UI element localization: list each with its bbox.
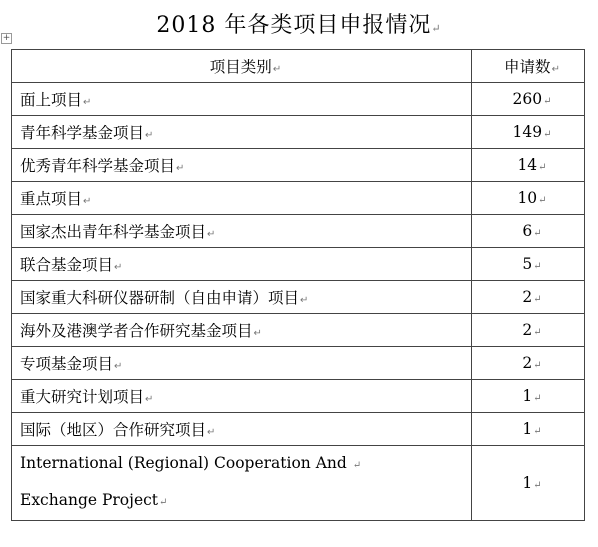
row-count: 2↵ xyxy=(472,281,585,314)
row-category: 青年科学基金项目↵ xyxy=(12,116,472,149)
row-category: 国家重大科研仪器研制（自由申请）项目↵ xyxy=(12,281,472,314)
header-count: 申请数↵ xyxy=(472,50,585,83)
row-count: 1↵ xyxy=(472,380,585,413)
row-count: 6↵ xyxy=(472,215,585,248)
row-count: 2↵ xyxy=(472,314,585,347)
table-row-last xyxy=(12,446,585,521)
table-row xyxy=(12,182,585,215)
table-row xyxy=(12,149,585,182)
paragraph-mark: ↵ xyxy=(431,22,442,35)
row-count: 260↵ xyxy=(472,83,585,116)
row-count: 1↵ xyxy=(472,413,585,446)
table-row xyxy=(12,116,585,149)
table-row xyxy=(12,281,585,314)
row-count: 10↵ xyxy=(472,182,585,215)
title-text: 2018 年各类项目申报情况 xyxy=(156,13,432,38)
table-move-handle-icon[interactable]: + xyxy=(2,33,11,43)
row-category: 海外及港澳学者合作研究基金项目↵ xyxy=(12,314,472,347)
table-row xyxy=(12,314,585,347)
table-row xyxy=(12,413,585,446)
row-category: 优秀青年科学基金项目↵ xyxy=(12,149,472,182)
row-category: 国家杰出青年科学基金项目↵ xyxy=(12,215,472,248)
row-count: 149↵ xyxy=(472,116,585,149)
table-header-row xyxy=(12,50,585,83)
table-row xyxy=(12,347,585,380)
table-row xyxy=(12,380,585,413)
table-row xyxy=(12,248,585,281)
row-count: 14↵ xyxy=(472,149,585,182)
header-category: 项目类别↵ xyxy=(12,50,472,83)
row-category: 重点项目↵ xyxy=(12,182,472,215)
row-category: 重大研究计划项目↵ xyxy=(12,380,472,413)
row-category: 专项基金项目↵ xyxy=(12,347,472,380)
row-count: 1↵ xyxy=(472,446,585,521)
row-count: 5↵ xyxy=(472,248,585,281)
row-count: 2↵ xyxy=(472,347,585,380)
table-row xyxy=(12,83,585,116)
row-category: 国际（地区）合作研究项目↵ xyxy=(12,413,472,446)
row-category: 联合基金项目↵ xyxy=(12,248,472,281)
row-category: 面上项目↵ xyxy=(12,83,472,116)
project-table xyxy=(11,49,585,521)
row-category-english: International (Regional) Cooperation And ↵ Exchange Project↵ xyxy=(12,446,472,521)
page-title xyxy=(0,8,598,39)
table-row xyxy=(12,215,585,248)
